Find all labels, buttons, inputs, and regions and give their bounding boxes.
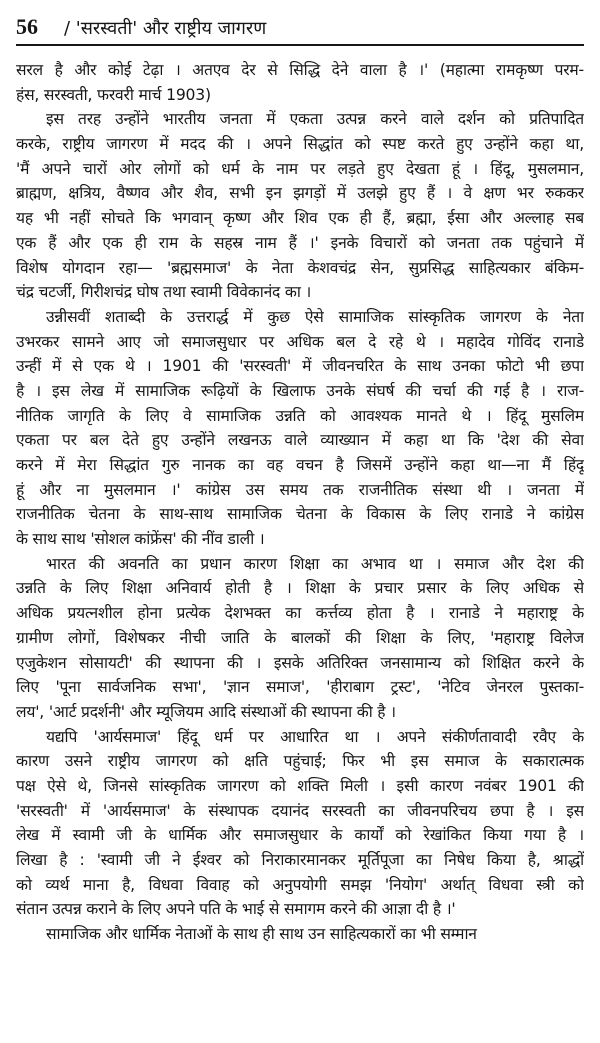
text-line: इस तरह उन्होंने भारतीय जनता में एकता उत्पन्न करने वाले दर्शन को प्रतिपादित <box>46 110 584 129</box>
text-line: एक हैं और एक ही राम के सहस्र नाम हैं ।' इनके विचारों को जनता तक पहुंचाने में <box>16 233 584 252</box>
text-line: है । इस लेख में सामाजिक रूढ़ियों के खिलाफ उनके संघर्ष की चर्चा की गई है । राज- <box>16 381 584 400</box>
text-line: पक्ष ऐसे थे, जिनसे सांस्कृतिक जागरण को शक्ति मिली । इसी कारण नवंबर 1901 की <box>16 776 584 795</box>
text-line: लिखा है : 'स्वामी जी ने ईश्वर को निराकारमानकर मूर्तिपूजा का निषेध किया है, श्राद्धों <box>16 851 584 869</box>
text-line: यद्यपि 'आर्यसमाज' हिंदू धर्म पर आधारित था । अपने संकीर्णतावादी रवैए के <box>46 727 584 746</box>
paragraph <box>16 58 584 107</box>
text-line: लय', 'आर्ट प्रदर्शनी' और म्यूजियम आदि संस्थाओं की स्थापना की है । <box>16 702 396 721</box>
text-line: हूं और ना मुसलमान ।' कांग्रेस उस समय तक राजनीतिक संस्था थी । जनता में <box>16 480 584 499</box>
text-line: सरल है और कोई टेढ़ा । अतएव देर से सिद्धि देने वाला है ।' (महात्मा रामकृष्ण परम- <box>16 61 584 79</box>
text-line: कारण उसने राष्ट्रीय जागरण को क्षति पहुंचाई; फिर भी इस समाज के सकारात्मक <box>16 752 584 771</box>
text-line: करने में मेरा सिद्धांत गुरु नानक का वह वचन है जिसमें उन्होंने कहा था—ना मैं हिंदू <box>16 456 584 474</box>
text-line: लेख में स्वामी जी के धार्मिक और समाजसुधार के कार्यों को रेखांकित किया गया है । <box>16 826 584 845</box>
text-line: ब्राह्मण, क्षत्रिय, वैष्णव और शैव, सभी इन झगड़ों में उलझे हुए हैं । वे क्षण भर रुककर <box>16 184 584 203</box>
text-line: करके, राष्ट्रीय जागरण में मदद की । अपने सिद्धांत को स्पष्ट करते हुए उन्होंने कहा था, <box>16 135 584 154</box>
paragraph <box>16 725 584 923</box>
page-header <box>16 10 584 44</box>
text-line: उन्हीं में से एक थे । 1901 की 'सरस्वती' में जीवनचरित के साथ उनका फोटो भी छपा <box>16 357 584 376</box>
text-line: भारत की अवनति का प्रधान कारण शिक्षा का अभाव था । समाज और देश की <box>46 554 584 573</box>
body-text <box>16 58 584 947</box>
paragraph <box>16 552 584 725</box>
text-line: विशेष योगदान रहा— 'ब्रह्मसमाज' के नेता केशवचंद्र सेन, सुप्रसिद्ध साहित्यकार बंकिम- <box>16 258 584 277</box>
text-line: उन्नति के लिए शिक्षा अनिवार्य होती है । शिक्षा के प्रचार प्रसार के लिए अधिक से <box>16 579 584 598</box>
text-line: एकता पर बल देते हुए उन्होंने लखनऊ वाले व्याख्यान में कहा था कि 'देश की सेवा <box>16 431 584 450</box>
text-line: ग्रामीण लोगों, विशेषकर नीची जाति के बालकों की शिक्षा के लिए, 'महाराष्ट्र विलेज <box>16 628 584 647</box>
text-line: को व्यर्थ माना है, विधवा विवाह को अनुपयोगी समझ 'नियोग' अर्थात् विधवा स्त्री को <box>16 875 584 894</box>
header-rule <box>16 44 584 46</box>
text-line: यह भी नहीं सोचते कि भगवान् कृष्ण और शिव एक ही हैं, ब्रह्मा, ईसा और अल्लाह सब <box>16 209 584 228</box>
text-line: राजनीतिक चेतना के साथ-साथ सामाजिक चेतना के विकास के लिए रानाडे ने कांग्रेस <box>16 505 584 524</box>
text-line: लिए 'पूना सार्वजनिक सभा', 'ज्ञान समाज', 'हीराबाग ट्रस्ट', 'नेटिव जेनरल पुस्तका- <box>16 678 584 697</box>
text-line: उन्नीसवीं शताब्दी के उत्तरार्द्ध में कुछ ऐसे सामाजिक सांस्कृतिक जागरण के नेता <box>46 307 584 326</box>
text-line: एजुकेशन सोसायटी' की स्थापना की । इसके अतिरिक्त जनसामान्य को शिक्षित करने के <box>16 653 584 672</box>
text-line: अधिक प्रयत्नशील होना प्रत्येक देशभक्त का कर्त्तव्य होता है । रानाडे ने महाराष्ट्र के <box>16 604 584 623</box>
text-line: नीतिक जागृति के लिए वे सामाजिक उन्नति को आवश्यक मानते थे । हिंदू मुसलिम <box>16 406 584 425</box>
paragraph <box>16 922 584 947</box>
text-line: 'सरस्वती' में 'आर्यसमाज' के संस्थापक दयानंद सरस्वती का जीवनपरिचय छपा है । इस <box>16 801 584 820</box>
paragraph <box>16 107 584 305</box>
text-line: सामाजिक और धार्मिक नेताओं के साथ ही साथ उन साहित्यकारों का भी सम्मान <box>46 925 477 944</box>
running-title: / 'सरस्वती' और राष्ट्रीय जागरण <box>64 18 267 39</box>
paragraph <box>16 305 584 552</box>
text-line: संतान उत्पन्न कराने के लिए अपने पति के भाई से समागम करने की आज्ञा दी है ।' <box>16 900 456 919</box>
page-number: 56 <box>16 14 38 39</box>
text-line: उभरकर सामने आए जो समाजसुधार पर अधिक बल दे रहे थे । महादेव गोविंद रानाडे <box>16 332 584 351</box>
text-line: के साथ साथ 'सोशल कांफ्रेंस' की नींव डाली । <box>16 530 265 549</box>
text-line: चंद्र चटर्जी, गिरीशचंद्र घोष तथा स्वामी विवेकानंद का । <box>16 283 312 302</box>
text-line: हंस, सरस्वती, फरवरी मार्च 1903) <box>16 85 211 104</box>
text-line: 'मैं अपने चारों ओर लोगों को धर्म के नाम पर लड़ते हुए देखता हूं । हिंदू, मुसलमान, <box>16 159 584 178</box>
